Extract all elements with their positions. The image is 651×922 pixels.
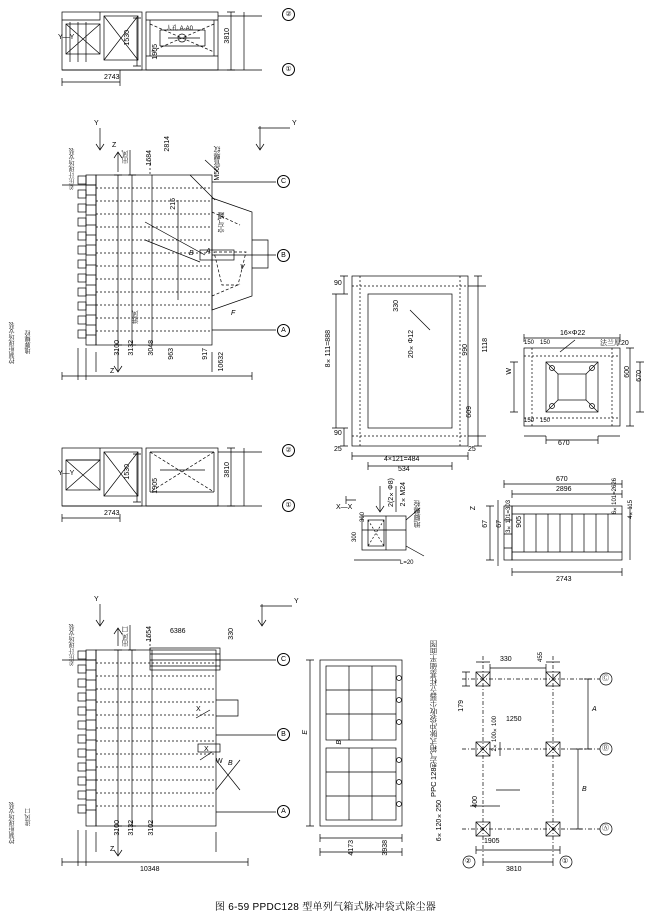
note-dp-gauge-bottom: 差压计现场安装 bbox=[70, 624, 76, 666]
dim-1684: 1684 bbox=[146, 150, 153, 166]
axis-z-main-bottom: Z bbox=[110, 368, 115, 375]
label-top-yy: Y—Y bbox=[58, 34, 75, 41]
grid-b-fp: Ⓑ bbox=[602, 745, 609, 752]
dim-mid-1530: 1530 bbox=[124, 464, 131, 480]
dim-609: 609 bbox=[466, 406, 473, 418]
dim-fp-179: 179 bbox=[458, 700, 465, 712]
dim-670-r: 670 bbox=[636, 370, 643, 382]
grid-b-bottom: B bbox=[277, 728, 290, 741]
note-16xd22: 16×Φ22 bbox=[560, 330, 586, 337]
grid-b-main: B bbox=[277, 249, 290, 262]
dim-917: 917 bbox=[202, 348, 209, 360]
label-xx-section: X—X bbox=[336, 504, 353, 511]
letter-b-bag: B bbox=[336, 740, 343, 745]
grid-a-fp: Ⓐ bbox=[602, 825, 609, 832]
dim-flange-90-top: 90 bbox=[334, 280, 342, 287]
axis-x-bottom-b: X bbox=[204, 746, 209, 753]
note-manhole: 人孔 A-A0 bbox=[166, 26, 194, 32]
dim-3102: 3102 bbox=[148, 820, 155, 836]
letter-v-main: V bbox=[240, 264, 245, 271]
letter-e-bag: E bbox=[302, 730, 309, 735]
label-b-bottom: B bbox=[228, 760, 233, 767]
dim-330: 330 bbox=[393, 300, 400, 312]
dim-67-a: 67 bbox=[482, 520, 489, 528]
dim-150-d: 150 bbox=[540, 340, 551, 346]
note-outlet-bottom: 出风口 bbox=[122, 626, 129, 647]
dim-10632: 10632 bbox=[218, 352, 225, 372]
dim-top-1905: 1905 bbox=[152, 44, 159, 60]
dim-fp-1905: 1905 bbox=[484, 838, 500, 845]
dim-905: 905 bbox=[516, 516, 523, 528]
note-2-2xd8: 2(2×Φ8) bbox=[388, 478, 395, 507]
dim-2896: 2896 bbox=[556, 486, 572, 493]
dim-150-a: 150 bbox=[524, 418, 535, 424]
axis-y-bottom-left: Y bbox=[94, 596, 99, 603]
note-flange-thk: 法兰厚20 bbox=[600, 340, 629, 347]
letter-a-fp: A bbox=[592, 706, 597, 713]
dim-3132-bottom: 3132 bbox=[128, 820, 135, 836]
mark-1-mid: ① bbox=[282, 499, 295, 512]
letter-b-main: B bbox=[189, 250, 194, 257]
dim-fp-2x100: 2×100×100 bbox=[492, 716, 498, 752]
dim-2743-body: 2743 bbox=[556, 576, 572, 583]
axis-y-bottom-right: Y bbox=[294, 598, 299, 605]
letter-f-main: F bbox=[231, 310, 236, 317]
dim-2814: 2814 bbox=[164, 136, 171, 152]
mark-2-mid: ② bbox=[282, 444, 295, 457]
mark-2-fp: ② bbox=[465, 858, 472, 865]
note-6x101: 6×101=2626 bbox=[612, 478, 618, 515]
dim-fp-400: 400 bbox=[472, 796, 479, 808]
dim-330-bottom: 330 bbox=[228, 628, 235, 640]
dim-990: 990 bbox=[462, 344, 469, 356]
dim-600: 600 bbox=[624, 366, 631, 378]
dim-fp-3810: 3810 bbox=[506, 866, 522, 873]
dim-6386: 6386 bbox=[170, 628, 186, 635]
dim-3100: 3100 bbox=[114, 340, 121, 356]
grid-c-main: C bbox=[277, 175, 290, 188]
dim-300-a: 300 bbox=[360, 512, 366, 523]
note-l20: L=20 bbox=[400, 560, 414, 566]
dim-top-1530: 1530 bbox=[124, 30, 131, 46]
label-mid-yy: Y—Y bbox=[58, 470, 75, 477]
note-2xm24: 2×M24 bbox=[400, 482, 407, 507]
grid-c-fp: Ⓒ bbox=[602, 675, 609, 682]
dim-215: 215 bbox=[170, 198, 177, 210]
dim-flange-25-l: 25 bbox=[334, 446, 342, 453]
dim-670-b: 670 bbox=[558, 440, 570, 447]
note-3x101-a: 3×101=303 bbox=[506, 500, 512, 533]
axis-z-main-top: Z bbox=[112, 142, 117, 149]
dim-300-b: 300 bbox=[352, 532, 358, 543]
dim-fp-455: 455 bbox=[538, 652, 544, 663]
axis-y-main-left: Y bbox=[94, 120, 99, 127]
note-air-tank: 空气罐 bbox=[218, 212, 225, 233]
dim-top-2743: 2743 bbox=[104, 74, 120, 81]
mark-1-fp: ① bbox=[562, 858, 569, 865]
note-dp-gauge-main: 差压计现场安装 bbox=[70, 148, 76, 190]
grid-a-bottom: A bbox=[277, 805, 290, 818]
letter-b-fp: B bbox=[582, 786, 587, 793]
dim-top-3810: 3810 bbox=[224, 28, 231, 44]
mark-2-top: ② bbox=[282, 8, 295, 21]
dim-flange-90-bot: 90 bbox=[334, 430, 342, 437]
dim-534: 534 bbox=[398, 466, 410, 473]
dim-150-c: 150 bbox=[524, 340, 535, 346]
dim-3132: 3132 bbox=[128, 340, 135, 356]
dim-mid-2743: 2743 bbox=[104, 510, 120, 517]
dim-67-b: 67 bbox=[496, 520, 503, 528]
dim-10348: 10348 bbox=[140, 866, 160, 873]
dim-3048: 3048 bbox=[148, 340, 155, 356]
dim-670-body: 670 bbox=[556, 476, 568, 483]
dim-963: 963 bbox=[168, 348, 175, 360]
note-outlet-main: 出风 bbox=[122, 150, 129, 164]
label-w-bottom: W bbox=[216, 758, 223, 765]
mark-1-top: ① bbox=[282, 63, 295, 76]
label-w-column: W bbox=[506, 368, 513, 375]
dim-3100-bottom: 3100 bbox=[114, 820, 121, 836]
note-control-cabinet-bottom: 控制柜现场安装 bbox=[10, 802, 16, 844]
axis-y-main-right: Y bbox=[292, 120, 297, 127]
note-thread-m56: M56管螺纹 bbox=[214, 146, 221, 181]
axis-z-body: Z bbox=[470, 506, 477, 511]
dim-150-b: 150 bbox=[540, 418, 551, 424]
note-inlet-main: 进风 bbox=[132, 310, 139, 324]
dim-mid-3810: 3810 bbox=[224, 462, 231, 478]
dim-mid-1905: 1905 bbox=[152, 478, 159, 494]
figure-caption: 图 6-59 PPDC128 型单列气箱式脉冲袋式除尘器 bbox=[214, 902, 437, 913]
note-inlet-bottom: 进风口 bbox=[26, 808, 32, 826]
note-4x115: 4×115 bbox=[628, 500, 634, 519]
axis-z-bottom: Z bbox=[110, 846, 115, 853]
dim-flange-25-r: 25 bbox=[468, 446, 476, 453]
note-control-cabinet-main-2: 地脚螺栓 bbox=[26, 330, 32, 354]
dim-fp-330: 330 bbox=[500, 656, 512, 663]
grid-a-main: A bbox=[277, 324, 290, 337]
note-8x111: 8×111=888 bbox=[325, 330, 332, 368]
dim-fp-1250: 1250 bbox=[506, 716, 522, 723]
dim-3938: 3938 bbox=[382, 840, 389, 856]
foundation-title: PPC 128型气箱式脉冲袋收尘器立柱基础平面图 bbox=[429, 640, 438, 797]
dim-1118: 1118 bbox=[482, 338, 489, 353]
axis-x-bottom-a: X bbox=[196, 706, 201, 713]
letter-a-main: A bbox=[206, 248, 211, 255]
dim-fp-6x120: 6×120×250 bbox=[436, 800, 443, 842]
dim-1654: 1654 bbox=[146, 626, 153, 642]
note-control-cabinet-main: 控制柜现场安装 bbox=[10, 322, 16, 364]
note-4x121: 4×121=484 bbox=[384, 456, 420, 463]
note-anchor-bolt: 地脚螺栓 bbox=[414, 500, 421, 528]
note-20xd12: 20×Φ12 bbox=[408, 330, 415, 359]
grid-c-bottom: C bbox=[277, 653, 290, 666]
dim-4173: 4173 bbox=[348, 840, 355, 856]
